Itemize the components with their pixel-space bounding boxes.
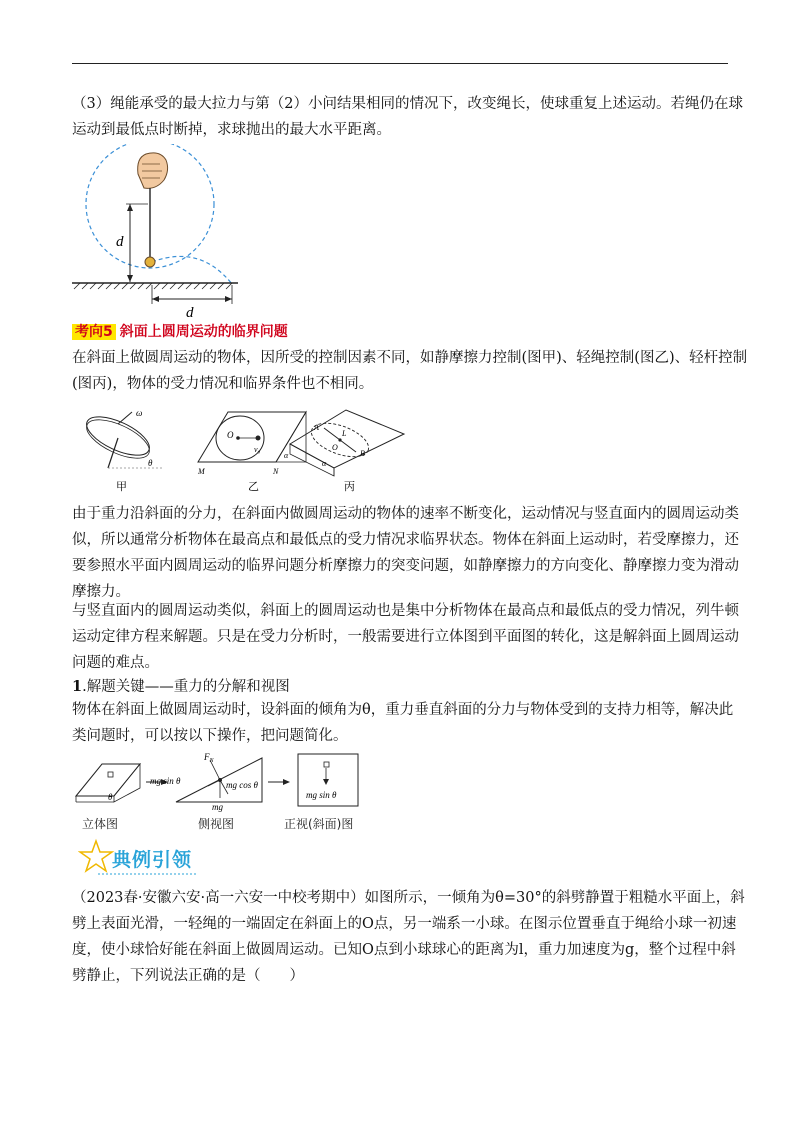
- text-line: 类问题时，可以按以下操作，把问题简化。: [72, 728, 348, 744]
- key-number: 1: [72, 678, 83, 695]
- caption-jia: 甲: [116, 481, 127, 493]
- text-line: (图丙)，物体的受力情况和临界条件也不相同。: [72, 376, 374, 392]
- alpha-label: α: [322, 459, 327, 468]
- figure-bing: [290, 410, 404, 493]
- section-heading: [72, 322, 288, 342]
- caption-yi: 乙: [248, 481, 259, 493]
- ground-hatch: [74, 283, 232, 289]
- N-label: N: [273, 467, 279, 476]
- views-figure: [72, 752, 372, 814]
- section-title: 斜面上圆周运动的临界问题: [119, 324, 288, 340]
- v0-label: v₀: [254, 445, 261, 454]
- arrow-down-icon: [323, 779, 329, 785]
- caption-3d-view: 立体图: [82, 817, 119, 831]
- text-line: 摩擦力。: [72, 584, 130, 600]
- text-line: 运动到最低点时断掉，求球抛出的最大水平距离。: [72, 122, 391, 138]
- mgcos-label: mg cos θ: [226, 780, 258, 790]
- incline-figures: [78, 404, 408, 494]
- arrow-left-icon: [152, 296, 159, 302]
- analysis-paragraph: [72, 501, 739, 605]
- d-vertical-label: d: [116, 234, 124, 250]
- d-horizontal-label: d: [186, 305, 194, 321]
- text-line: （2023春·安徽六安·高一六安一中校考期中）如图所示，一倾角为θ=30°的斜劈静置于粗糙水平面上，斜: [72, 890, 745, 906]
- question-3-paragraph: [72, 91, 743, 143]
- arrow-up-icon: [127, 204, 133, 211]
- mgsin-right-label: mg sin θ: [306, 790, 337, 800]
- text-line: 由于重力沿斜面的分力，在斜面内做圆周运动的物体的速率不断变化，运动情况与竖直面内的圆周运动类: [72, 506, 739, 522]
- caption-side-view: 侧视图: [198, 817, 235, 831]
- L-label: L: [342, 429, 347, 438]
- view-front: [298, 754, 358, 806]
- compare-paragraph: [72, 598, 739, 676]
- omega-label: ω: [136, 408, 143, 418]
- arrow-down-icon: [127, 275, 133, 282]
- caption-bing: 丙: [344, 481, 355, 493]
- text-line: 运动定律方程来解题。只是在受力分析时，一般需要进行立体图到平面图的转化，这是解斜面上圆周运动: [72, 629, 739, 645]
- text-line: 劈静止，下列说法正确的是（ ）: [72, 968, 304, 984]
- text-line: 物体在斜面上做圆周运动时，设斜面的倾角为θ，重力垂直斜面的分力与物体受到的支持力相等，解决此: [72, 702, 734, 718]
- alpha-label: α: [284, 451, 289, 460]
- arrow-right-icon: [283, 779, 290, 785]
- ball: [145, 257, 155, 267]
- text-line: 问题的难点。: [72, 655, 159, 671]
- key-paragraph: [72, 697, 734, 749]
- M-label: M: [198, 467, 205, 476]
- text-line: 度，使小球恰好能在斜面上做圆周运动。已知O点到小球球心的距离为l，重力加速度为g，整个过程中斜: [72, 942, 736, 958]
- mgsin-left-label: mg sin θ: [150, 776, 181, 786]
- caption-front-view: 正视(斜面)图: [284, 817, 354, 831]
- header-rule: [72, 63, 728, 64]
- O-label: O: [332, 443, 338, 452]
- text-line: （3）绳能承受的最大拉力与第（2）小问结果相同的情况下，改变绳长，使球重复上述运动。若绳仍在球: [72, 96, 743, 112]
- arrow-right-icon: [225, 296, 232, 302]
- text-line: 要参照水平面内圆周运动的临界问题分析摩擦力的突变问题，如静摩擦力的方向变化、静摩擦力变为滑动: [72, 558, 739, 574]
- theta-label: θ: [108, 792, 113, 802]
- theta-label: θ: [148, 458, 153, 468]
- FN-label: $F_N$: [204, 752, 214, 764]
- figure-jia: [81, 408, 164, 493]
- pendulum-figure: [70, 144, 250, 324]
- mg-label: mg: [212, 802, 223, 812]
- text-line: 劈上表面光滑，一轻绳的一端固定在斜面上的O点，另一端系一小球。在图示位置垂直于绳给小球一初速: [72, 916, 737, 932]
- text-line: 似，所以通常分析物体在最高点和最低点的受力情况求临界状态。物体在斜面上运动时，若受摩擦力，还: [72, 532, 739, 548]
- A-label: A: [314, 423, 319, 432]
- banner-title: 典例引领: [112, 849, 193, 871]
- section-tag: 考向5: [72, 324, 116, 340]
- key-heading: [72, 677, 290, 697]
- star-icon: [80, 841, 112, 871]
- text-line: 与竖直面内的圆周运动类似，斜面上的圆周运动也是集中分析物体在最高点和最低点的受力情况，列牛顿: [72, 603, 739, 619]
- view-side: [150, 752, 262, 812]
- key-title: .解题关键——重力的分解和视图: [82, 679, 290, 695]
- B-label: B: [360, 449, 365, 458]
- dashed-trajectory: [152, 256, 232, 284]
- intro-paragraph: [72, 345, 748, 397]
- view-3d: [76, 764, 140, 802]
- text-line: 在斜面上做圆周运动的物体，因所受的控制因素不同，如静摩擦力控制(图甲)、轻绳控制(图乙)、轻杆控制: [72, 350, 748, 366]
- hand-icon: [138, 153, 168, 188]
- O-label: O: [227, 430, 234, 440]
- example-paragraph: [72, 885, 745, 989]
